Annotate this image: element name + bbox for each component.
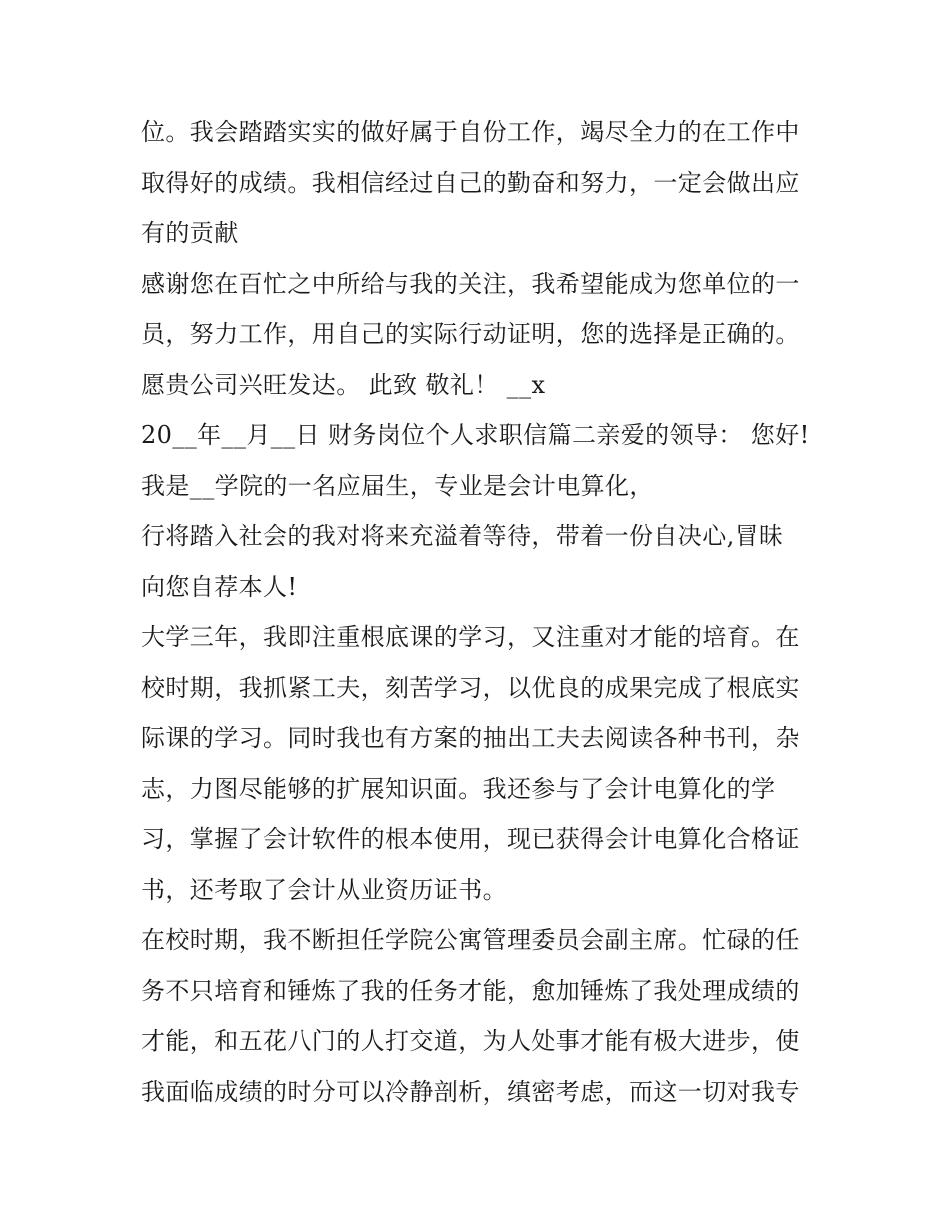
text-line: 向您自荐本人! [141, 572, 298, 601]
text-line: 校时期，我抓紧工夫，刻苦学习，以优良的成果完成了根底实 [141, 673, 800, 702]
text-line: 员，努力工作，用自己的实际行动证明，您的选择是正确的。 [141, 320, 800, 348]
text-line: 20__年__月__日 财务岗位个人求职信篇二亲爱的领导： 您好! [141, 421, 810, 449]
text-line: 我是__学院的一名应届生，专业是会计电算化， [141, 471, 654, 500]
text-line: 志，力图尽能够的扩展知识面。我还参与了会计电算化的学 [141, 774, 776, 803]
text-line: 务不只培育和锤炼了我的任务才能，愈加锤炼了我处理成绩的 [141, 976, 800, 1005]
text-line: 书，还考取了会计从业资历证书。 [141, 875, 507, 904]
text-line: 取得好的成绩。我相信经过自己的勤奋和努力，一定会做出应 [141, 168, 800, 197]
text-line: 大学三年，我即注重根底课的学习，又注重对才能的培育。在 [141, 623, 800, 651]
text-line: 际课的学习。同时我也有方案的抽出工夫去阅读各种书刊，杂 [141, 724, 800, 752]
text-line: 愿贵公司兴旺发达。 此致 敬礼！ __x [141, 370, 546, 399]
text-line: 在校时期，我不断担任学院公寓管理委员会副主席。忙碌的任 [141, 926, 800, 954]
text-line: 才能，和五花八门的人打交道，为人处事才能有极大进步，使 [141, 1027, 800, 1055]
text-line: 位。我会踏踏实实的做好属于自份工作，竭尽全力的在工作中 [141, 118, 800, 146]
text-line: 行将踏入社会的我对将来充溢着等待，带着一份自决心,冒昧 [141, 522, 784, 550]
text-line: 习，掌握了会计软件的根本使用，现已获得会计电算化合格证 [141, 825, 800, 853]
text-line: 我面临成绩的时分可以冷静剖析，缜密考虑，而这一切对我专 [141, 1077, 800, 1106]
text-line: 有的贡献 [141, 219, 239, 247]
document-body [141, 107, 821, 1117]
text-line: 感谢您在百忙之中所给与我的关注，我希望能成为您单位的一 [141, 269, 800, 298]
